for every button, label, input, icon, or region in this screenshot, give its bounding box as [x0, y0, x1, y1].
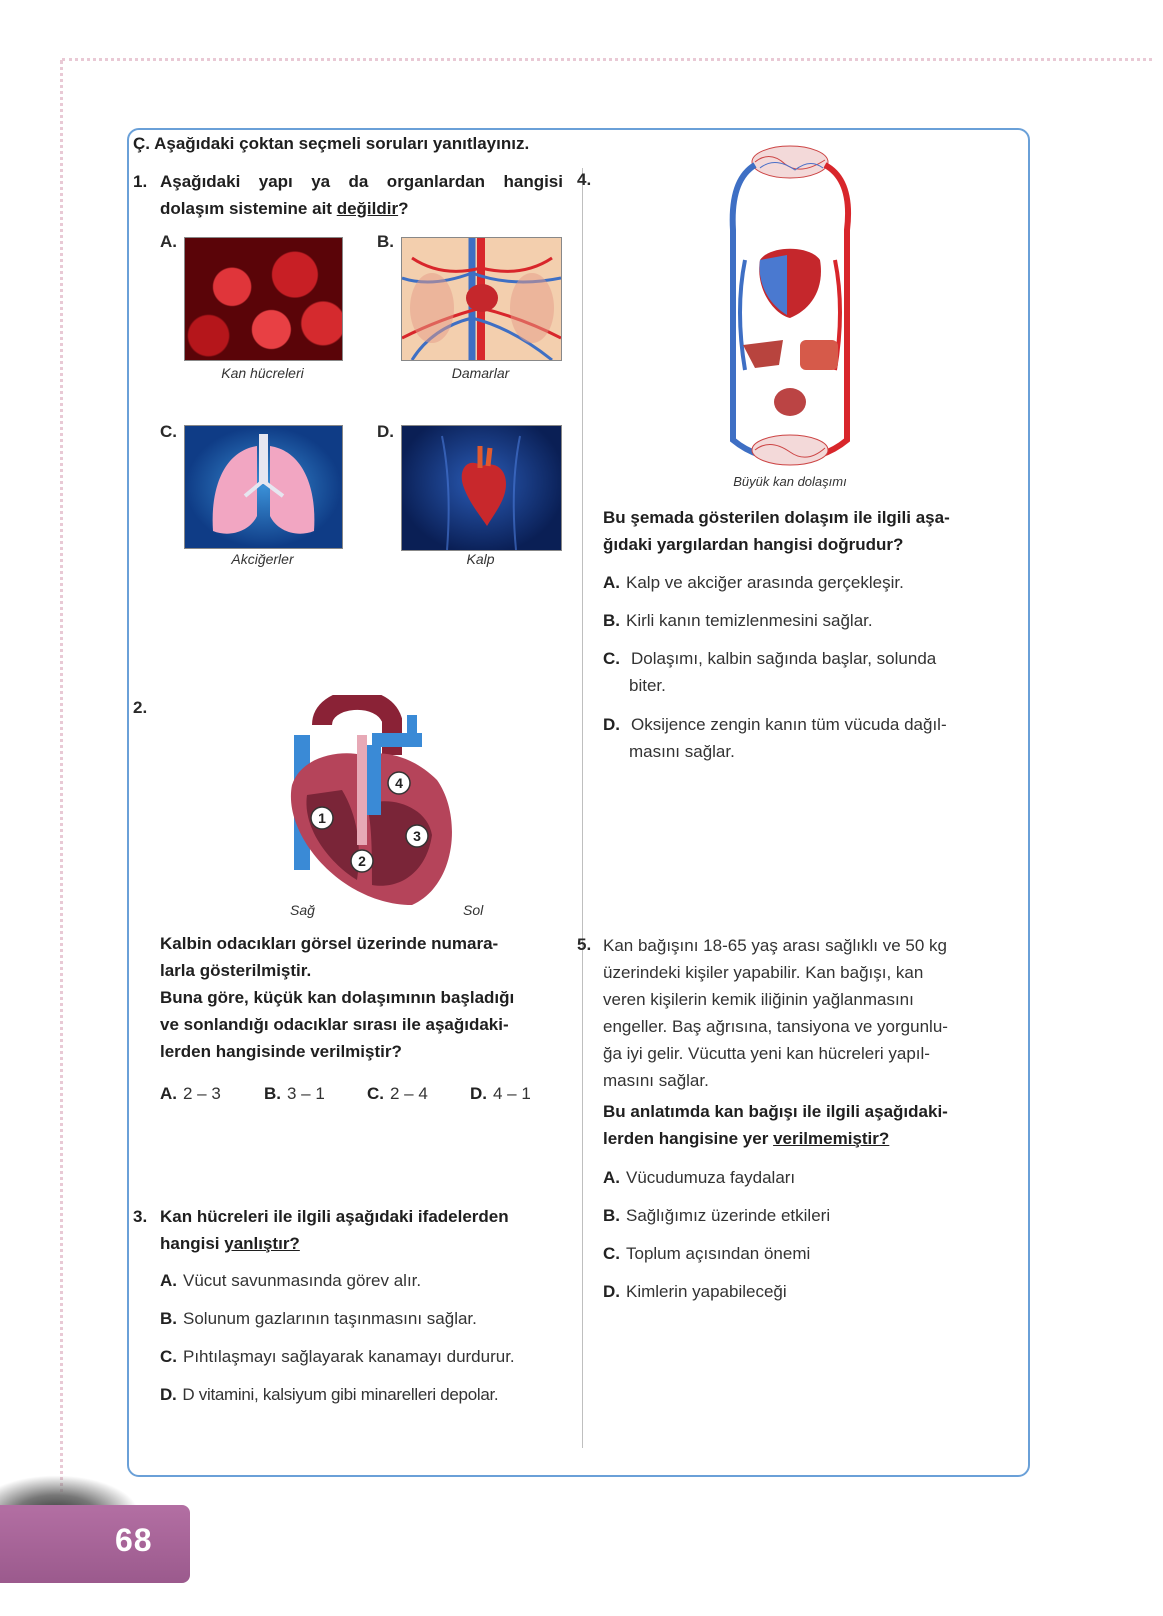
blood-vessels-photo: [401, 237, 562, 361]
q5-option-d[interactable]: D. Kimlerin yapabileceği: [603, 1282, 787, 1301]
blood-cells-photo: [184, 237, 343, 361]
section-header: [133, 130, 529, 157]
q2-line5: lerden hangisinde verilmiştir?: [160, 1042, 402, 1061]
q1-stem: [133, 168, 563, 222]
dotted-border-left: [60, 60, 63, 1500]
q4-option-a[interactable]: A. Kalp ve akciğer arasında gerçekleşir.: [603, 573, 904, 592]
q1-option-d-letter[interactable]: D.: [377, 422, 394, 441]
chamber-label-4: 4: [395, 775, 403, 791]
q4-option-d[interactable]: D. Oksijence zengin kanın tüm vücuda dağıl- masını sağlar.: [603, 715, 947, 761]
dotted-border-top: [62, 58, 1152, 61]
chamber-label-1: 1: [318, 810, 326, 826]
heart-chambers-diagram: [262, 695, 472, 925]
q4-option-b[interactable]: B. Kirli kanın temizlenmesini sağlar.: [603, 611, 873, 630]
q5-stem: [603, 1098, 988, 1152]
q3-option-c[interactable]: C. Pıhtılaşmayı sağlayarak kanamayı durdurur.: [160, 1347, 515, 1366]
q1-caption-d: Kalp: [466, 551, 495, 567]
q5-number: 5.: [577, 935, 592, 954]
q2-option-d[interactable]: D. 4 – 1: [470, 1084, 531, 1103]
q5-paragraph: [603, 932, 988, 1094]
q5-para-line: masını sağlar.: [603, 1071, 709, 1090]
q4-number: 4.: [577, 170, 592, 189]
heart-photo: [401, 425, 562, 551]
chamber-label-2: 2: [358, 853, 366, 869]
q3-option-b[interactable]: B. Solunum gazlarının taşınmasını sağlar.: [160, 1309, 477, 1328]
q4-stem: [603, 504, 988, 558]
q1-caption-b: Damarlar: [451, 365, 510, 381]
lungs-illustration: [185, 426, 342, 548]
q3-number: 3.: [133, 1207, 148, 1226]
q3-option-a[interactable]: A. Vücut savunmasında görev alır.: [160, 1271, 422, 1290]
lungs-photo: [184, 425, 343, 549]
q1-option-b-letter[interactable]: B.: [377, 232, 394, 251]
q1-caption-a: Kan hücreleri: [221, 365, 304, 381]
q3-stem: [133, 1203, 563, 1257]
q1-caption-c: Akciğerler: [231, 551, 294, 567]
q2-line4: ve sonlandığı odacıklar sırası ile aşağıdaki-: [160, 1015, 509, 1034]
q3-line2: hangisi yanlıştır?: [160, 1234, 300, 1253]
page-number: 68: [115, 1522, 153, 1558]
q2-option-c[interactable]: C. 2 – 4: [367, 1084, 428, 1103]
q5-line2: lerden hangisine yer verilmemiştir?: [603, 1129, 890, 1148]
heart-left-label: Sol: [463, 902, 484, 918]
q3-option-d[interactable]: D. D vitamini, kalsiyum gibi minarelleri depolar.: [160, 1385, 499, 1404]
q2-number: 2.: [133, 698, 148, 717]
section-instruction: Aşağıdaki çoktan seçmeli soruları yanıtlayınız.: [154, 134, 530, 153]
q5-para-line: Kan bağışını 18-65 yaş arası sağlıklı ve 50 kg: [603, 936, 947, 955]
q4-option-c[interactable]: C. Dolaşımı, kalbin sağında başlar, solunda biter.: [603, 649, 937, 695]
chamber-label-3: 3: [413, 828, 421, 844]
q5-line1: Bu anlatımda kan bağışı ile ilgili aşağıdaki-: [603, 1102, 948, 1121]
q4-line1: Bu şemada gösterilen dolaşım ile ilgili aşa-: [603, 508, 950, 527]
q1-option-c-letter[interactable]: C.: [160, 422, 177, 441]
q1-number: 1.: [133, 172, 148, 191]
q5-option-c[interactable]: C. Toplum açısından önemi: [603, 1244, 811, 1263]
q3-line1: Kan hücreleri ile ilgili aşağıdaki ifadelerden: [160, 1207, 509, 1226]
vessels-illustration: [402, 238, 561, 360]
page-tab: [0, 1505, 190, 1583]
heart-illustration: [402, 426, 561, 550]
q5-para-line: engeller. Baş ağrısına, tansiyona ve yorgunlu-: [603, 1017, 948, 1036]
q1-text: Aşağıdaki yapı ya da organlardan hangisi dolaşım sistemine ait değildir?: [160, 172, 563, 218]
q4-caption: Büyük kan dolaşımı: [733, 474, 847, 489]
q5-para-line: veren kişilerin kemik iliğinin yağlanmasını: [603, 990, 914, 1009]
q1-option-a-letter[interactable]: A.: [160, 232, 177, 251]
section-letter: Ç.: [133, 134, 150, 153]
q2-line2: larla gösterilmiştir.: [160, 961, 312, 980]
q5-option-a[interactable]: A. Vücudumuza faydaları: [603, 1168, 796, 1187]
q4-line2: ğıdaki yargılardan hangisi doğrudur?: [603, 535, 904, 554]
q5-option-b[interactable]: B. Sağlığımız üzerinde etkileri: [603, 1206, 831, 1225]
q2-line1: Kalbin odacıkları görsel üzerinde numara-: [160, 934, 499, 953]
q2-option-b[interactable]: B. 3 – 1: [264, 1084, 325, 1103]
q5-para-line: üzerindeki kişiler yapabilir. Kan bağışı, kan: [603, 963, 924, 982]
q2-option-a[interactable]: A. 2 – 3: [160, 1084, 221, 1103]
systemic-circulation-diagram: [715, 140, 865, 470]
q2-stem: [160, 930, 563, 1065]
column-divider: [582, 168, 583, 1448]
q2-line3: Buna göre, küçük kan dolaşımının başladığı: [160, 988, 515, 1007]
q5-para-line: ğa iyi gelir. Vücutta yeni kan hücreleri yapıl-: [603, 1044, 930, 1063]
heart-right-label: Sağ: [290, 902, 315, 918]
